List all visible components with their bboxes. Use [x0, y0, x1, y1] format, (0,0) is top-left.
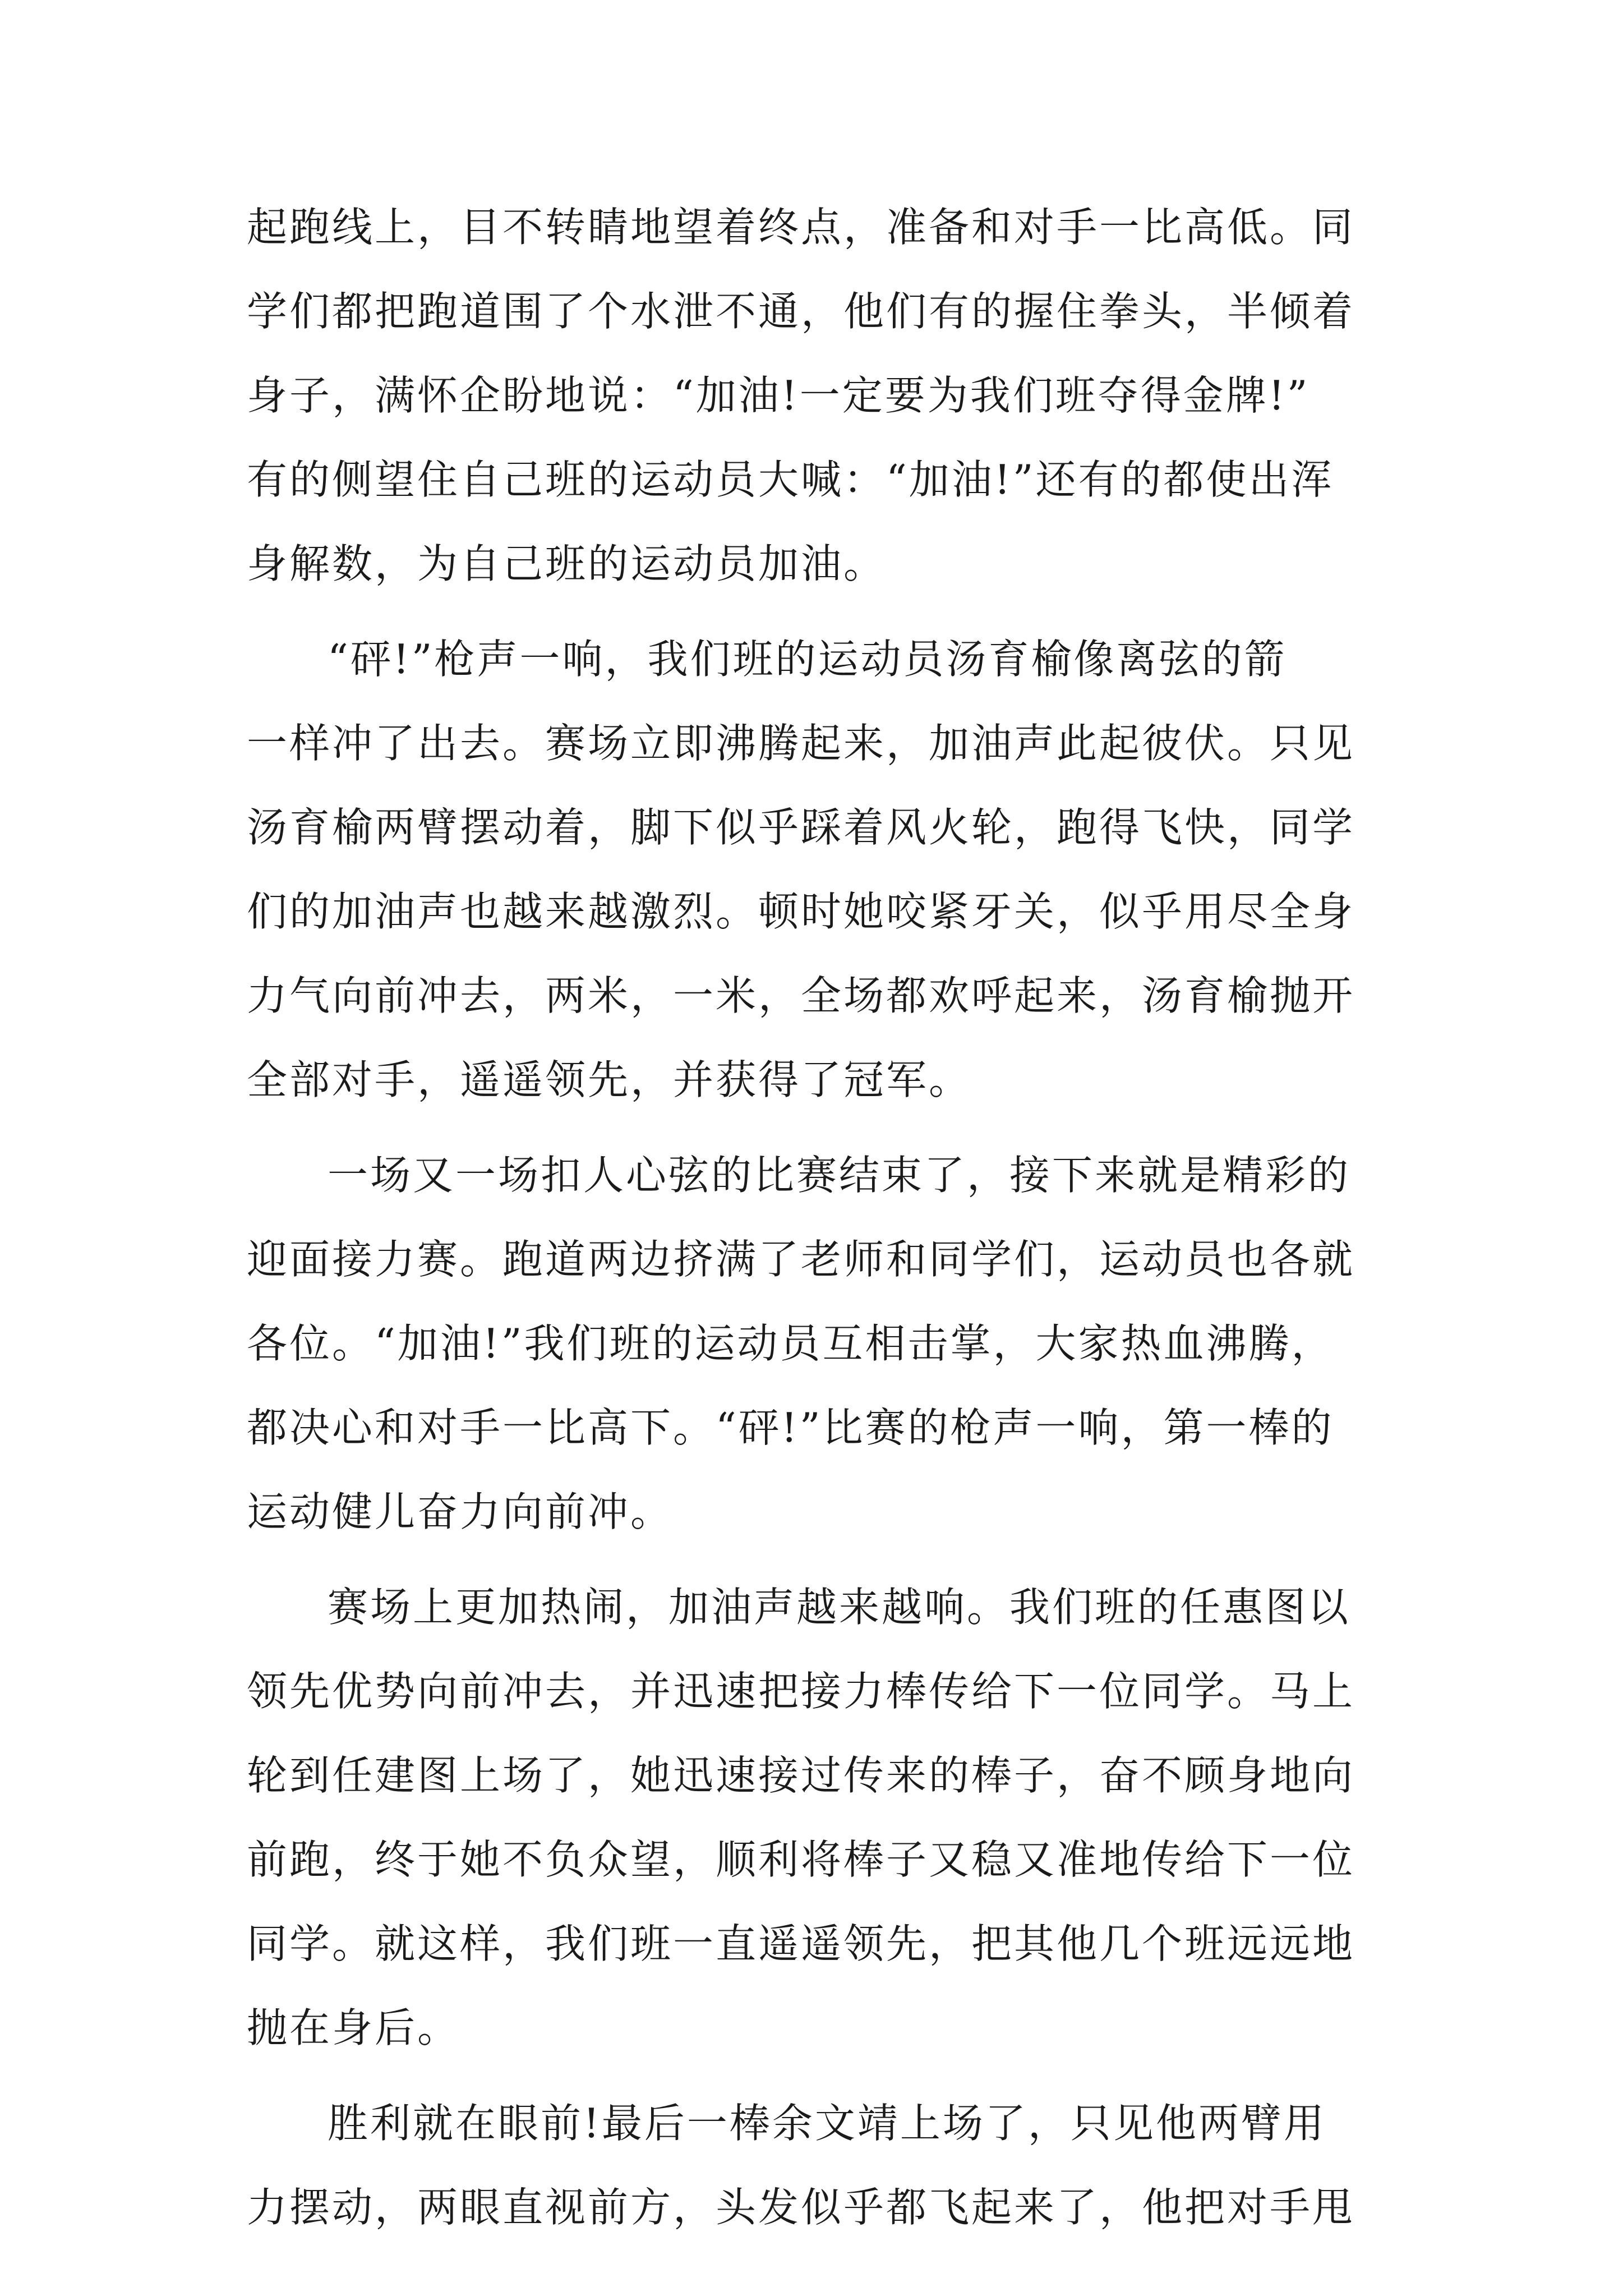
text-line: 力摆动，两眼直视前方，头发似乎都飞起来了，他把对手甩	[247, 2184, 1355, 2231]
text-line: 都决心和对手一比高下。“砰!”比赛的枪声一响，第一棒的	[247, 1404, 1334, 1451]
paragraph-spacer	[247, 2070, 1391, 2081]
text-line: 身解数，为自己班的运动员加油。	[247, 540, 887, 587]
text-line: “砰!”枪声一响，我们班的运动员汤育榆像离弦的箭	[328, 636, 1287, 683]
text-line: 力气向前冲去，两米，一米，全场都欢呼起来，汤育榆抛开	[247, 972, 1355, 1019]
text-line: 胜利就在眼前!最后一棒余文靖上场了，只见他两臂用	[328, 2100, 1326, 2147]
text-line: 迎面接力赛。跑道两边挤满了老师和同学们，运动员也各就	[247, 1236, 1355, 1283]
paragraph-spacer	[247, 606, 1391, 617]
document-page	[247, 185, 1391, 2249]
text-line: 学们都把跑道围了个水泄不通，他们有的握住拳头，半倾着	[247, 288, 1355, 335]
text-line: 起跑线上，目不转睛地望着终点，准备和对手一比高低。同	[247, 204, 1355, 251]
text-line: 有的侧望住自己班的运动员大喊：“加油!”还有的都使出浑	[247, 456, 1334, 503]
paragraph-spacer	[247, 1122, 1391, 1133]
text-line: 同学。就这样，我们班一直遥遥领先，把其他几个班远远地	[247, 1920, 1355, 1967]
paragraph-spacer	[247, 1554, 1391, 1565]
text-line: 们的加油声也越来越激烈。顿时她咬紧牙关，似乎用尽全身	[247, 888, 1355, 935]
text-line: 一场又一场扣人心弦的比赛结束了，接下来就是精彩的	[328, 1152, 1351, 1199]
paragraph-4	[247, 1565, 1391, 2070]
text-line: 赛场上更加热闹，加油声越来越响。我们班的任惠图以	[328, 1584, 1351, 1631]
text-line: 抛在身后。	[247, 2004, 460, 2051]
text-line: 身子，满怀企盼地说：“加油!一定要为我们班夺得金牌!”	[247, 372, 1310, 419]
text-line: 前跑，终于她不负众望，顺利将棒子又稳又准地传给下一位	[247, 1836, 1355, 1883]
text-line: 全部对手，遥遥领先，并获得了冠军。	[247, 1056, 972, 1103]
paragraph-3	[247, 1133, 1391, 1554]
paragraph-2	[247, 617, 1391, 1122]
text-line: 领先优势向前冲去，并迅速把接力棒传给下一位同学。马上	[247, 1668, 1355, 1715]
paragraph-5	[247, 2081, 1391, 2249]
text-line: 各位。“加油!”我们班的运动员互相击掌，大家热血沸腾，	[247, 1320, 1334, 1367]
text-line: 运动健儿奋力向前冲。	[247, 1488, 674, 1535]
text-line: 一样冲了出去。赛场立即沸腾起来，加油声此起彼伏。只见	[247, 720, 1355, 767]
text-line: 轮到任建图上场了，她迅速接过传来的棒子，奋不顾身地向	[247, 1752, 1355, 1799]
paragraph-1	[247, 185, 1391, 606]
text-line: 汤育榆两臂摆动着，脚下似乎踩着风火轮，跑得飞快，同学	[247, 804, 1355, 851]
